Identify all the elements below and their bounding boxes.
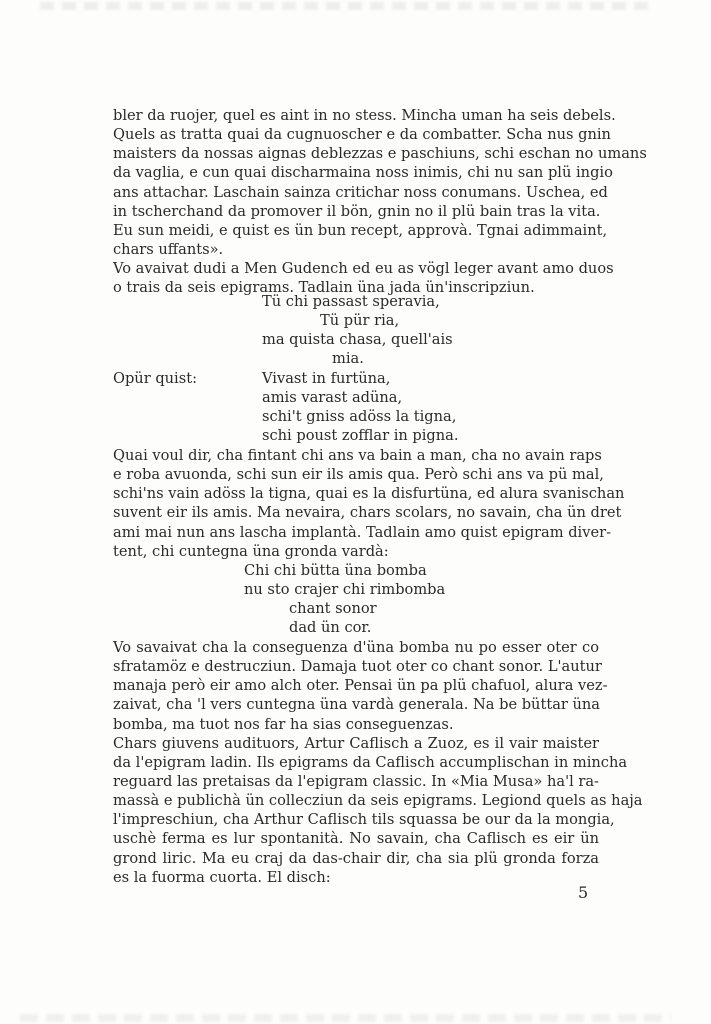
verse-line: schi't gniss adöss la tigna, bbox=[262, 408, 457, 425]
text-line: maisters da nossas aignas deblezzas e paschiuns, schi eschan no umans bbox=[113, 145, 647, 163]
page-number: 5 bbox=[578, 883, 589, 902]
text-line: Chars giuvens audituors, Artur Caflisch a Zuoz, es il vair maister bbox=[113, 734, 599, 752]
text-line: da vaglia, e cun quai discharmaina noss inimis, chi nu san plü ingio bbox=[113, 164, 613, 182]
text-line: e roba avuonda, schi sun eir ils amis qua. Però schi ans va pü mal, bbox=[113, 466, 604, 484]
text-line: Vo savaivat cha la conseguenza d'üna bomba nu po esser oter co bbox=[113, 639, 599, 656]
text-line: zaivat, cha 'l vers cuntegna üna vardà generala. Na be büttar üna bbox=[113, 696, 601, 714]
verse-line: Tü chi passast speravia, bbox=[262, 293, 440, 310]
text-line: o trais da seis epigrams. Tadlain üna jada ün'inscripziun. bbox=[113, 279, 535, 297]
paragraph-2 bbox=[113, 446, 625, 561]
text-line: ami mai nun ans lascha implantà. Tadlain amo quist epigram diver- bbox=[113, 523, 612, 541]
text-line: Quai voul dir, cha fintant chi ans va bain a man, cha no avain raps bbox=[113, 447, 602, 464]
text-line: uschè ferma es lur spontanità. No savain, cha Caflisch es eir ün bbox=[113, 830, 599, 848]
text-line: l'impreschiun, cha Arthur Caflisch tils squassa be our da la mongia, bbox=[113, 811, 615, 829]
verse-line: amis varast adüna, bbox=[262, 389, 403, 406]
verse-line: dad ün cor. bbox=[289, 619, 372, 636]
paragraph-3 bbox=[113, 638, 643, 887]
bleed-through-top bbox=[40, 2, 651, 10]
verse-line: Chi chi büttа üna bomba bbox=[244, 562, 427, 579]
text-line: tent, chi cuntegna üna gronda vardà: bbox=[113, 542, 389, 560]
text-line: manaja però eir amo alch oter. Pensai ün pa plü chafuol, alura vez- bbox=[113, 677, 608, 695]
verse-line: schi poust zofflar in pigna. bbox=[262, 427, 459, 444]
text-line: reguard las pretaisas da l'epigram classic. In «Mia Musa» ha'l ra- bbox=[113, 772, 599, 790]
verse-line: Tü pür ria, bbox=[320, 312, 400, 329]
text-line: bomba, ma tuot nos far ha sias conseguenzas. bbox=[113, 715, 454, 733]
verse-line: chant sonor bbox=[289, 600, 377, 617]
verse-line: mia. bbox=[332, 350, 364, 367]
text-line: bler da ruojer, quel es aint in no stess. Mincha uman ha seis debels. bbox=[113, 107, 616, 124]
text-line: in tscherchand da promover il bön, gnin no il plü bain tras la vita. bbox=[113, 202, 601, 220]
text-line: massà e publichà ün collecziun da seis epigrams. Legiond quels as haja bbox=[113, 792, 643, 810]
text-line: es la fuorma cuorta. El disch: bbox=[113, 868, 331, 886]
text-line: Eu sun meidi, e quist es ün bun recept, approvà. Tgnai adimmaint, bbox=[113, 221, 608, 239]
bleed-through-bottom bbox=[20, 1014, 671, 1022]
verse-line: Vivast in furtüna, bbox=[262, 370, 391, 387]
text-line: schi'ns vain adöss la tigna, quai es la disfurtüna, ed alura svanischan bbox=[113, 485, 625, 503]
text-line: sfratamöz e destrucziun. Damaja tuot oter co chant sonor. L'autur bbox=[113, 658, 602, 676]
text-line: Quels as tratta quai da cugnuoscher e da combatter. Scha nus gnin bbox=[113, 126, 611, 144]
text-line: da l'epigram ladin. Ils epigrams da Caflisch accumplischan in mincha bbox=[113, 753, 628, 771]
paragraph-1 bbox=[113, 106, 647, 297]
verse-line: ma quista chasa, quell'ais bbox=[262, 331, 453, 348]
text-line: suvent eir ils amis. Ma nevaira, chars scolars, no savain, cha ün dret bbox=[113, 504, 622, 522]
text-line: chars uffants». bbox=[113, 240, 224, 258]
text-line: grond liric. Ma eu craj da das-chair dir, cha sia plü gronda forza bbox=[113, 849, 599, 867]
text-line: Vo avaivat dudi a Men Gudench ed eu as vögl leger avant amo duos bbox=[113, 260, 614, 278]
verse-line: nu sto crajer chi rimbomba bbox=[244, 581, 446, 598]
verse-label: Opür quist: bbox=[113, 370, 197, 387]
text-line: ans attachar. Laschain sainza critichar noss conumans. Uschea, ed bbox=[113, 183, 608, 201]
